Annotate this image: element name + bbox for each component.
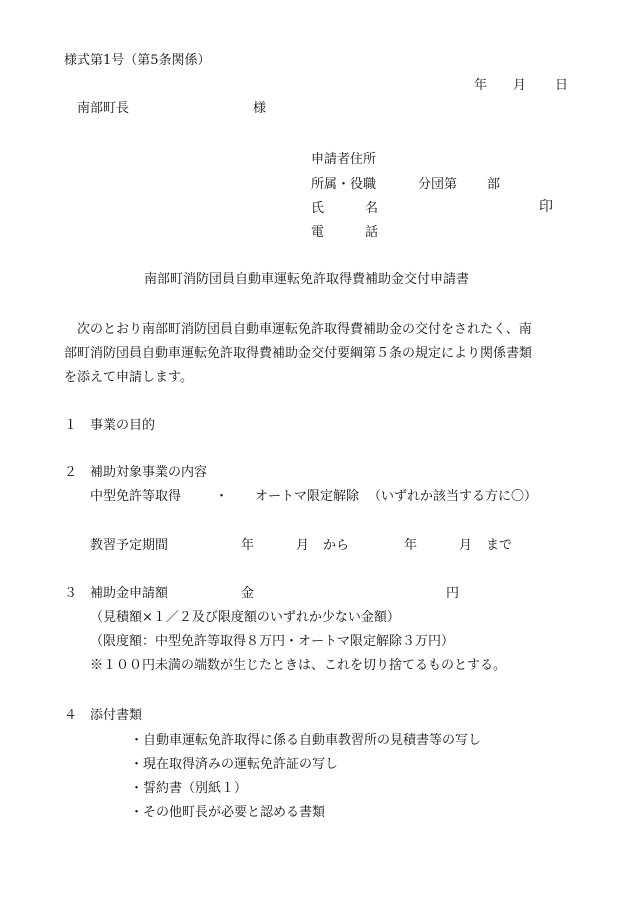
attachment-item: ・誓約書（別紙１） xyxy=(130,781,248,796)
section1-title: 事業の目的 xyxy=(90,418,156,433)
attachment-item: ・現在取得済みの運転免許証の写し xyxy=(130,757,339,772)
section3-number: ３ xyxy=(64,586,78,601)
section1-number: １ xyxy=(64,418,78,433)
body-line-1: 次のとおり南部町消防団員自動車運転免許取得費補助金の交付をされたく、南 xyxy=(77,322,532,337)
section2-separator: ・ xyxy=(215,489,229,504)
section2-number: ２ xyxy=(64,465,78,480)
period-month-2: 月 xyxy=(459,538,473,553)
applicant-affiliation-label: 所属・役職 xyxy=(311,177,377,192)
section3-title: 補助金申請額 xyxy=(90,586,169,601)
applicant-phone-label-1: 電 xyxy=(311,225,325,240)
amount-suffix: 円 xyxy=(446,586,460,601)
form-number: 様式第1号（第5条関係） xyxy=(64,53,211,68)
period-year-1: 年 xyxy=(241,538,255,553)
period-until: まで xyxy=(486,538,513,553)
document-title: 南部町消防団員自動車運転免許取得費補助金交付申請書 xyxy=(144,272,470,287)
amount-note-1: （見積額×１／２及び限度額のいずれか少ない金額） xyxy=(90,610,400,625)
amount-note-3: ※１００円未満の端数が生じたときは、これを切り捨てるものとする。 xyxy=(90,658,507,673)
period-label: 教習予定期間 xyxy=(90,538,169,553)
amount-note-2: （限度額：中型免許等取得８万円・オートマ限定解除３万円） xyxy=(90,634,455,649)
date-year-label: 年 xyxy=(474,78,488,93)
section4-title: 添付書類 xyxy=(90,708,143,723)
section2-option-2: オートマ限定解除 xyxy=(255,489,360,504)
applicant-name-label-2: 名 xyxy=(365,201,379,216)
applicant-address-label: 申請者住所 xyxy=(311,152,377,167)
applicant-phone-label-2: 話 xyxy=(365,225,379,240)
addressee-honorific: 様 xyxy=(253,101,267,116)
body-line-3: を添えて申請します。 xyxy=(64,370,193,385)
applicant-name-label-1: 氏 xyxy=(311,201,325,216)
section2-option-1: 中型免許等取得 xyxy=(90,489,182,504)
amount-prefix: 金 xyxy=(241,586,255,601)
date-month-label: 月 xyxy=(513,78,527,93)
period-from: から xyxy=(323,538,350,553)
section2-title: 補助対象事業の内容 xyxy=(90,465,208,480)
period-year-2: 年 xyxy=(404,538,418,553)
period-month-1: 月 xyxy=(296,538,310,553)
applicant-branch-label: 分団第 xyxy=(418,177,458,192)
section2-note: （いずれか該当する方に〇） xyxy=(368,489,538,504)
attachment-item: ・自動車運転免許取得に係る自動車教習所の見積書等の写し xyxy=(130,733,482,748)
applicant-section-label: 部 xyxy=(487,177,501,192)
body-line-2: 部町消防団員自動車運転免許取得費補助金交付要綱第５条の規定により関係書類 xyxy=(64,346,533,361)
attachment-item: ・その他町長が必要と認める書類 xyxy=(130,805,326,820)
date-day-label: 日 xyxy=(555,78,569,93)
seal-mark: 印 xyxy=(539,199,553,215)
addressee-name: 南部町長 xyxy=(77,101,130,116)
section4-number: ４ xyxy=(64,708,78,723)
